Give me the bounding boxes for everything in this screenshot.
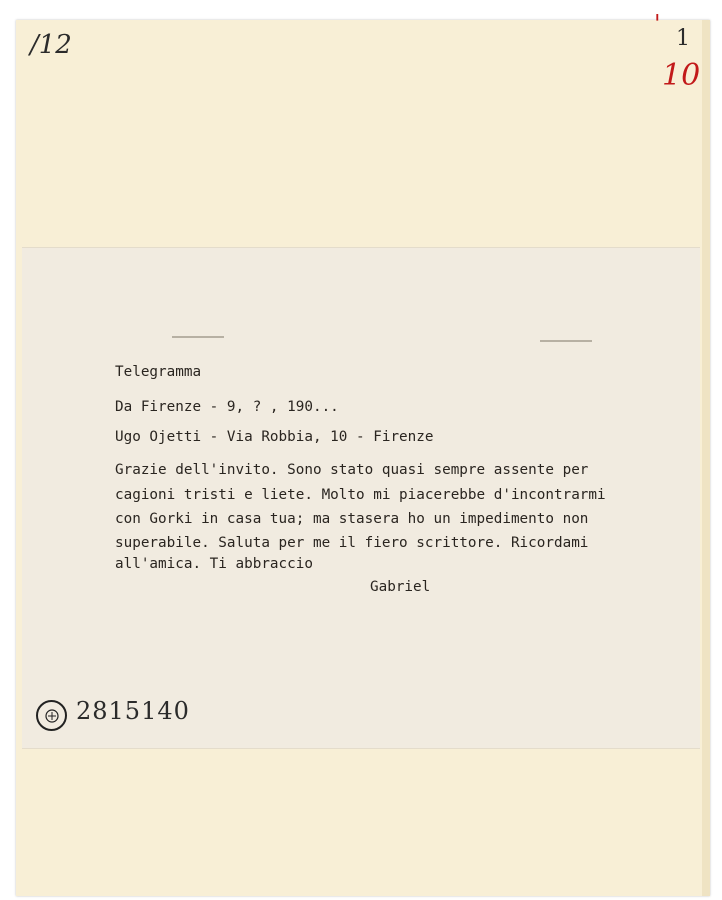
red-tick-mark: ' [654, 10, 661, 38]
telegram-body-line: con Gorki in casa tua; ma stasera ho un impedimento non [115, 511, 589, 527]
telegram-signature: Gabriel [370, 579, 431, 595]
top-rule-left [172, 336, 224, 338]
stamp-emblem-icon [42, 706, 62, 726]
telegram-body-line: Grazie dell'invito. Sono stato quasi sempre assente per [115, 462, 589, 478]
telegram-origin: Da Firenze - 9, ? , 190... [115, 399, 339, 415]
telegram-address: Ugo Ojetti - Via Robbia, 10 - Firenze [115, 429, 434, 445]
telegram-body-line: superabile. Saluta per me il fiero scrittore. Ricordami [115, 535, 589, 551]
telegram-title: Telegramma [115, 364, 202, 380]
archive-stamp-icon [36, 700, 67, 731]
top-rule-right [540, 340, 592, 342]
telegram-body-line: cagioni tristi e liete. Molto mi piacerebbe d'incontrarmi [115, 487, 606, 503]
telegram-body-line: all'amica. Ti abbraccio [115, 556, 313, 572]
red-page-number: 10 [662, 58, 701, 93]
inventory-number: 2815140 [76, 697, 190, 725]
archive-folio-mark: /12 [30, 30, 72, 60]
page-edge [702, 20, 710, 896]
page-number: 1 [676, 26, 690, 51]
